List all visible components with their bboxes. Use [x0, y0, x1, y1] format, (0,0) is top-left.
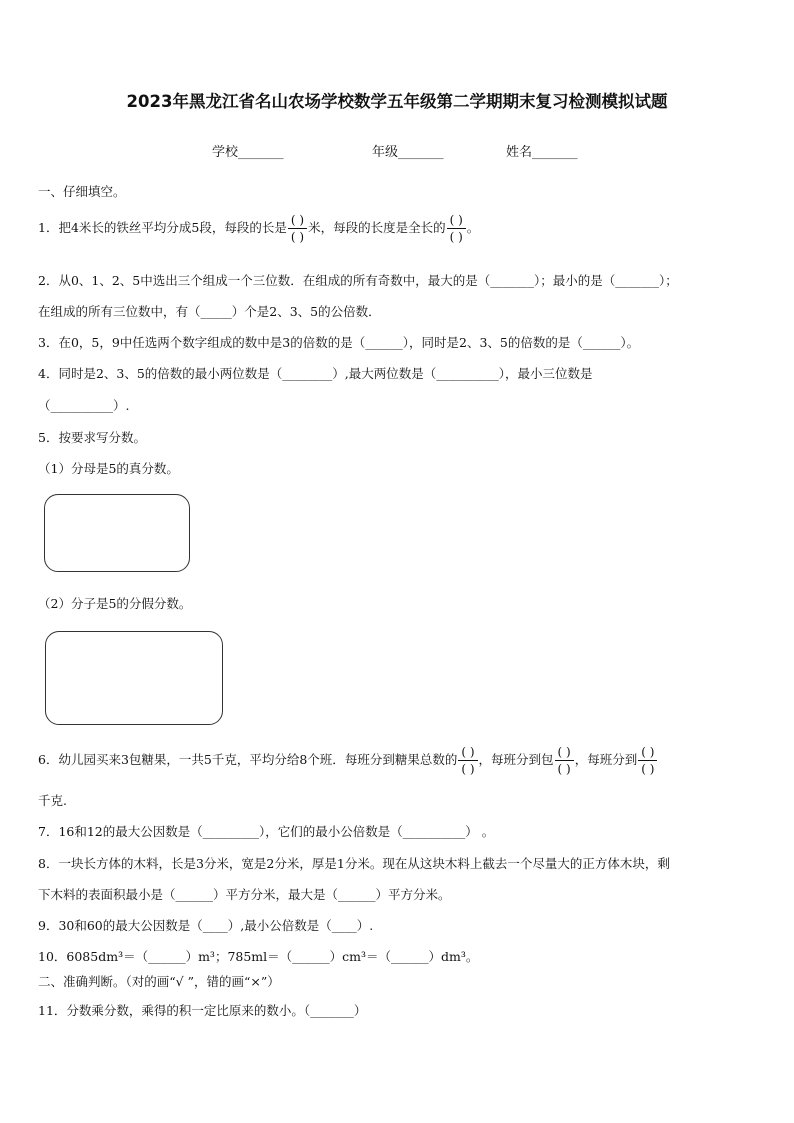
question-2-line-1: 2．从0、1、2、5中选出三个组成一个三位数．在组成的所有奇数中，最大的是（_______）；最小的是（_______）； [38, 273, 678, 288]
section-heading-fill-in: 一、仔细填空。 [38, 184, 126, 199]
q1-text-part3: 。 [466, 220, 480, 235]
q6-fraction-3[interactable] [638, 744, 657, 777]
question-11: 11．分数乘分数，乘得的积一定比原来的数小。（_______） [38, 1003, 367, 1018]
q1-fraction-2-numerator[interactable]: ( ) [447, 212, 466, 229]
q6-fraction-2-numerator[interactable]: ( ) [555, 744, 574, 761]
question-5-sub-1: （1）分母是5的真分数。 [38, 461, 179, 476]
name-field[interactable]: 姓名_______ [506, 145, 578, 160]
question-6 [38, 744, 658, 777]
q1-fraction-2-denominator[interactable]: ( ) [449, 230, 463, 244]
section-heading-true-false: 二、准确判断。（对的画“√ ”，错的画“×”） [38, 974, 280, 989]
q6-text-part2: ，每班分到包 [478, 752, 554, 767]
question-4-line-1: 4．同时是2、3、5的倍数的最小两位数是（________）,最大两位数是（__________），最小三位数是 [38, 366, 593, 381]
question-2-line-2: 在组成的所有三位数中，有（_____）个是2、3、5的公倍数． [38, 304, 381, 319]
question-3: 3．在0，5，9中任选两个数字组成的数中是3的倍数的是（______），同时是2、3、5的倍数的是（______）。 [38, 335, 640, 350]
q6-fraction-1-denominator[interactable]: ( ) [461, 762, 475, 776]
answer-box-proper-fractions[interactable] [44, 494, 190, 572]
q6-fraction-3-denominator[interactable]: ( ) [641, 762, 655, 776]
question-7: 7．16和12的最大公因数是（_________），它们的最小公倍数是（__________） 。 [38, 824, 495, 839]
question-9: 9．30和60的最大公因数是（____）,最小公倍数是（____）. [38, 918, 374, 933]
question-8-line-2: 下木料的表面积最小是（______）平方分米，最大是（______）平方分米。 [38, 887, 451, 902]
q6-text-part3: ，每班分到 [574, 752, 638, 767]
q6-fraction-2[interactable] [555, 744, 574, 777]
q1-text-part1: 1．把4米长的铁丝平均分成5段，每段的长是 [38, 220, 287, 235]
question-1 [38, 212, 479, 245]
question-10: 10．6085dm³＝（______）m³；785ml＝（______）cm³＝（______）dm³。 [38, 949, 479, 964]
q1-fraction-1[interactable] [288, 212, 307, 245]
question-8-line-1: 8．一块长方体的木料，长是3分米，宽是2分米，厚是1分米。现在从这块木料上截去一个尽量大的正方体木块，剩 [38, 856, 670, 871]
school-field[interactable]: 学校_______ [212, 145, 284, 160]
q1-fraction-2[interactable] [447, 212, 466, 245]
question-5-sub-2: （2）分子是5的分假分数。 [38, 596, 192, 611]
grade-field[interactable]: 年级_______ [372, 145, 444, 160]
q6-fraction-3-numerator[interactable]: ( ) [638, 744, 657, 761]
q6-fraction-2-denominator[interactable]: ( ) [557, 762, 571, 776]
q6-text-part1: 6．幼儿园买来3包糖果，一共5千克，平均分给8个班．每班分到糖果总数的 [38, 752, 458, 767]
q6-fraction-1[interactable] [458, 744, 477, 777]
question-4-line-2: （__________）. [38, 398, 130, 413]
question-5-title: 5．按要求写分数。 [38, 430, 146, 445]
q1-fraction-1-denominator[interactable]: ( ) [290, 230, 305, 244]
q6-fraction-1-numerator[interactable]: ( ) [458, 744, 477, 761]
q1-text-part2: 米，每段的长度是全长的 [308, 220, 446, 235]
q1-fraction-1-numerator[interactable]: ( ) [288, 212, 307, 229]
page-title: 2023年黑龙江省名山农场学校数学五年级第二学期期末复习检测模拟试题 [126, 92, 668, 111]
answer-box-improper-fractions[interactable] [45, 631, 223, 725]
question-6-line-2: 千克. [38, 793, 67, 808]
